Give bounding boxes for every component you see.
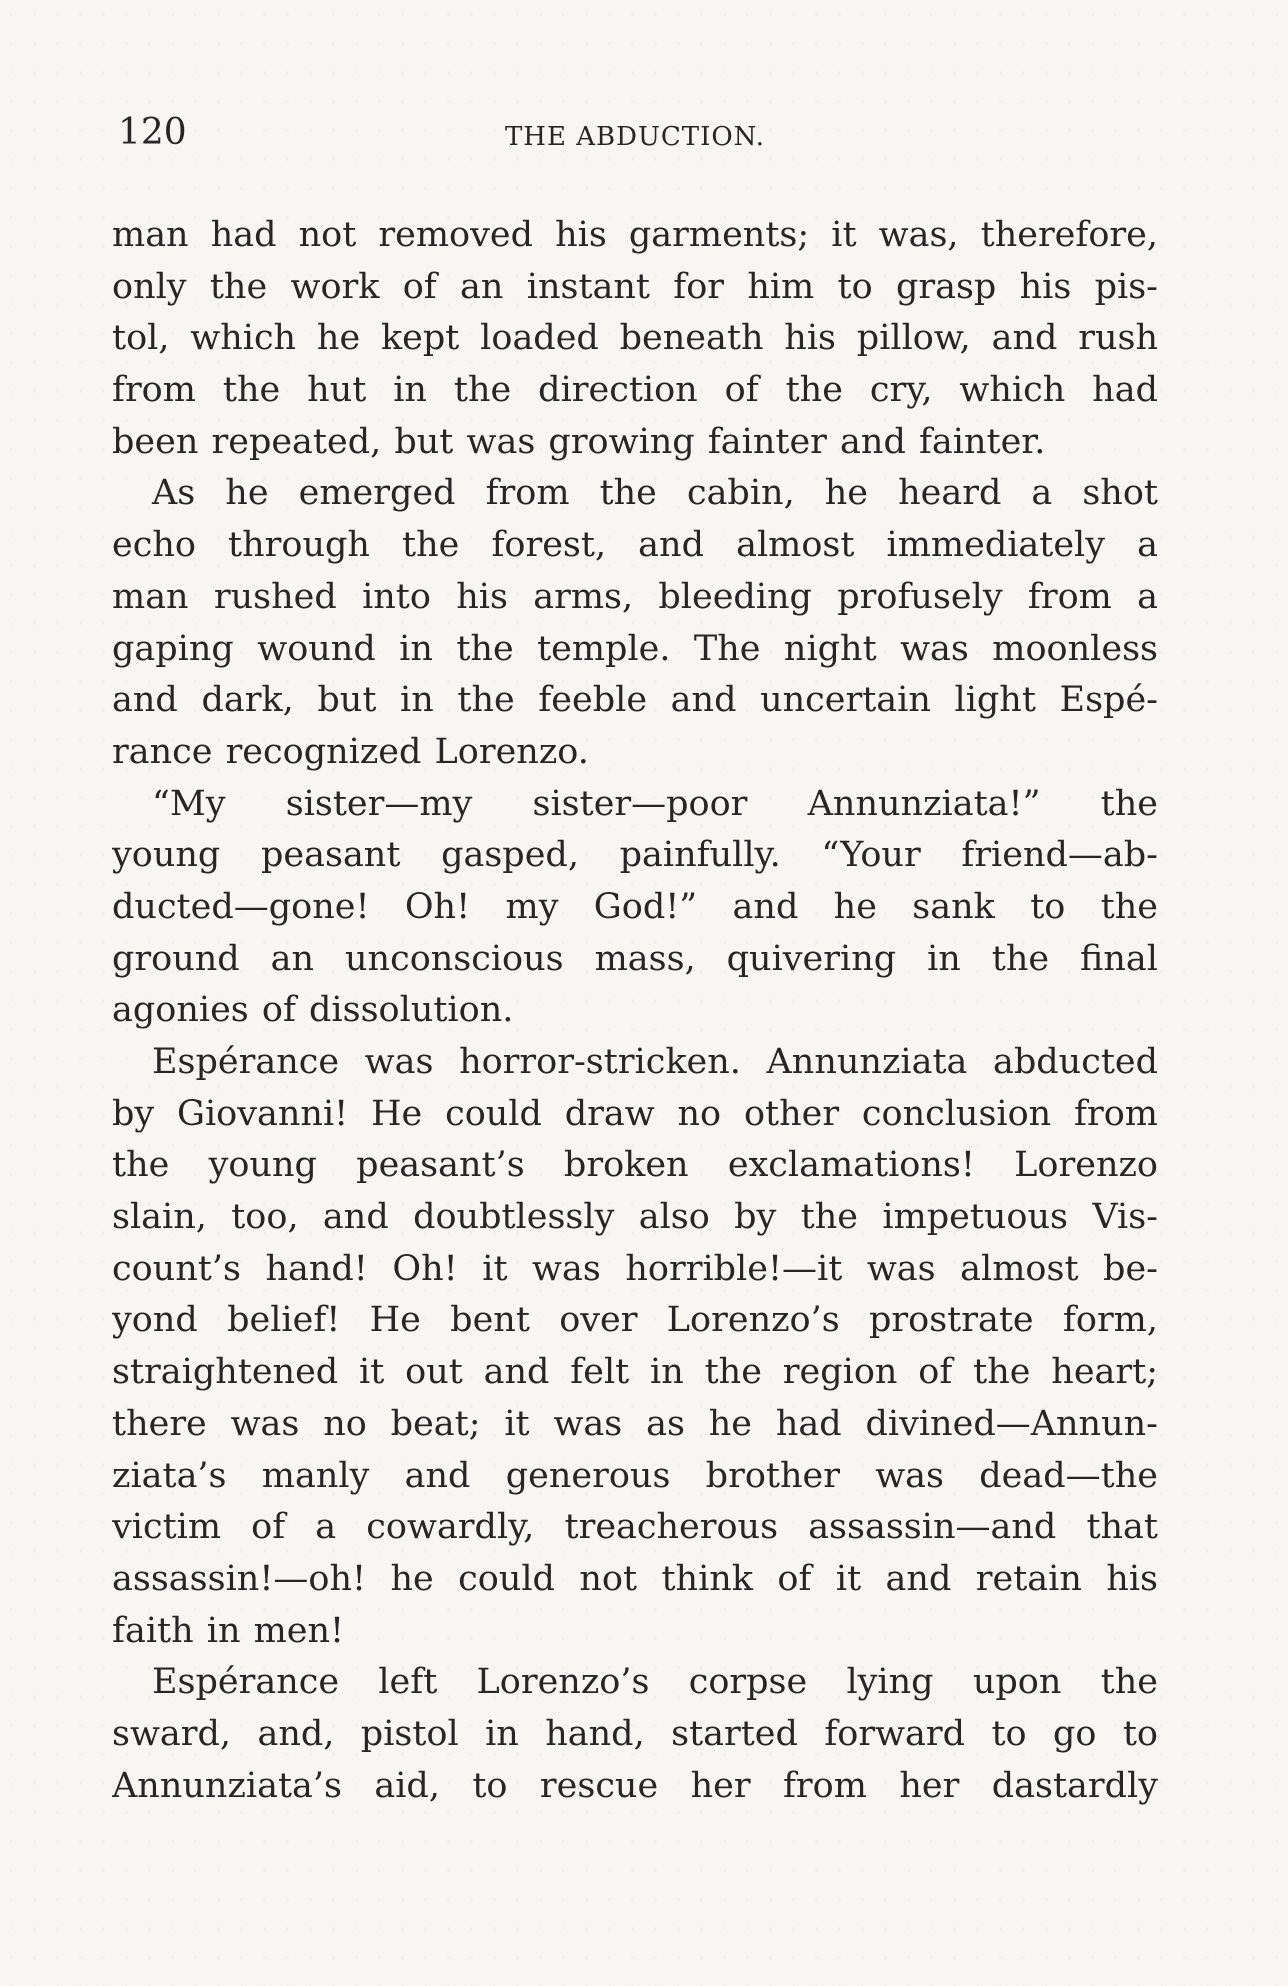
- body-text: [112, 210, 1158, 1812]
- text-line: As he emerged from the cabin, he heard a shot: [152, 473, 1158, 514]
- text-line: ducted—gone! Oh! my God!” and he sank to the: [112, 886, 1158, 927]
- page-number: 120: [118, 112, 187, 153]
- paragraph: [112, 1037, 1158, 1657]
- text-line: from the hut in the direction of the cry, which had: [112, 370, 1158, 411]
- running-title: THE ABDUCTION.: [504, 122, 766, 152]
- text-line: slain, too, and doubtlessly also by the impetuous Vis-: [112, 1197, 1158, 1238]
- text-line: been repeated, but was growing fainter and fainter.: [112, 421, 1046, 462]
- text-line: yond belief! He bent over Lorenzo’s prostrate form,: [112, 1300, 1158, 1341]
- text-line: “My sister—my sister—poor Annunziata!” the: [152, 783, 1158, 824]
- text-line: Espérance was horror-stricken. Annunziata abducted: [152, 1042, 1158, 1082]
- paragraph: [112, 779, 1158, 1037]
- text-line: straightened it out and felt in the region of the heart;: [112, 1352, 1158, 1393]
- text-line: agonies of dissolution.: [112, 990, 514, 1031]
- text-line: Espérance left Lorenzo’s corpse lying upon the: [152, 1662, 1158, 1703]
- text-line: victim of a cowardly, treacherous assassin—and that: [112, 1507, 1158, 1548]
- text-line: gaping wound in the temple. The night was moonless: [112, 628, 1158, 669]
- text-line: man had not removed his garments; it was, therefore,: [112, 215, 1158, 255]
- text-line: man rushed into his arms, bleeding profusely from a: [112, 576, 1158, 617]
- paragraph: [112, 468, 1158, 778]
- text-line: by Giovanni! He could draw no other conclusion from: [112, 1093, 1158, 1134]
- text-line: the young peasant’s broken exclamations! Lorenzo: [112, 1145, 1158, 1186]
- text-line: assassin!—oh! he could not think of it and retain his: [112, 1558, 1158, 1599]
- text-line: count’s hand! Oh! it was horrible!—it was almost be-: [112, 1248, 1158, 1289]
- text-line: faith in men!: [112, 1610, 345, 1651]
- text-line: tol, which he kept loaded beneath his pillow, and rush: [112, 318, 1158, 359]
- text-line: ziata’s manly and generous brother was dead—the: [112, 1455, 1158, 1496]
- text-line: ground an unconscious mass, quivering in the final: [112, 938, 1158, 979]
- text-line: and dark, but in the feeble and uncertain light Espé-: [112, 680, 1158, 721]
- text-line: young peasant gasped, painfully. “Your friend—ab-: [112, 835, 1158, 876]
- text-line: echo through the forest, and almost immediately a: [112, 525, 1158, 566]
- text-line: Annunziata’s aid, to rescue her from her dastardly: [112, 1765, 1158, 1806]
- text-line: sward, and, pistol in hand, started forward to go to: [112, 1713, 1158, 1754]
- paragraph: [112, 1657, 1158, 1812]
- page-header: [112, 112, 1158, 152]
- text-line: there was no beat; it was as he had divined—Annun-: [112, 1403, 1158, 1444]
- paragraph: [112, 210, 1158, 468]
- text-line: only the work of an instant for him to grasp his pis-: [112, 266, 1158, 307]
- text-line: rance recognized Lorenzo.: [112, 731, 589, 772]
